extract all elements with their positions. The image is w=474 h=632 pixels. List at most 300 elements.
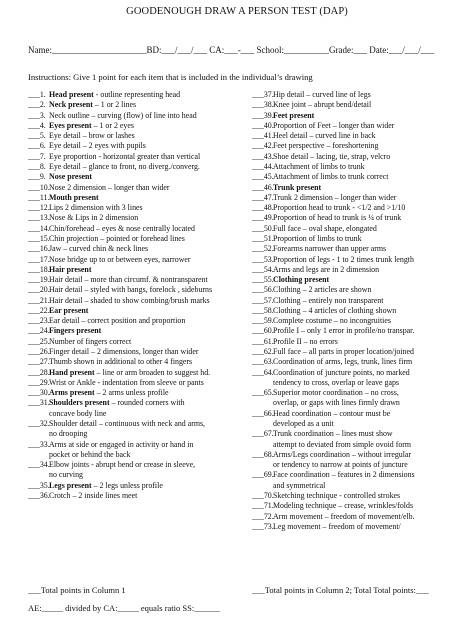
score-blank: ___48. xyxy=(252,203,274,213)
score-blank: ___11. xyxy=(28,192,50,202)
score-blank xyxy=(252,398,273,408)
item-text xyxy=(49,326,243,336)
item-text xyxy=(273,306,470,316)
item-text xyxy=(49,141,243,151)
item-description: Hip detail – curved line of legs xyxy=(273,90,371,99)
item-description: Thumb shown in additional to other 4 fingers xyxy=(49,357,193,367)
item-text xyxy=(49,244,243,254)
item-text xyxy=(49,316,243,326)
checklist-item xyxy=(28,90,243,100)
checklist-item xyxy=(28,285,243,295)
item-description: Proportion of head to trunk is ¼ of trunk xyxy=(273,213,402,223)
checklist-item xyxy=(252,337,470,347)
item-text xyxy=(49,285,243,295)
checklist-item xyxy=(252,409,470,419)
checklist-item xyxy=(28,193,243,203)
item-text xyxy=(273,244,470,254)
item-description: tendency to cross, overlap or leave gaps xyxy=(273,377,399,387)
score-blank: ___28. xyxy=(28,367,50,377)
item-description: Shoe detail – lacing, tie, strap, velcro xyxy=(273,151,391,161)
checklist-item-continuation xyxy=(252,440,470,450)
item-description: Leg movement – freedom of movement/ xyxy=(273,521,401,531)
score-blank xyxy=(28,450,49,460)
item-text xyxy=(273,378,470,388)
checklist-item xyxy=(252,121,470,131)
score-blank: ___23. xyxy=(28,316,50,326)
item-text xyxy=(49,152,243,162)
checklist-item xyxy=(252,512,470,522)
score-blank: ___14. xyxy=(28,223,50,233)
item-text xyxy=(273,419,470,429)
score-blank: ___6. xyxy=(28,141,46,151)
checklist-item xyxy=(28,388,243,398)
checklist-item xyxy=(28,121,243,131)
item-description: Attachment of limbs to trunk xyxy=(273,161,365,171)
item-description: Arms/Legs coordination – without irregular xyxy=(273,449,412,459)
item-description: no drooping xyxy=(49,429,88,439)
item-description: Hair detail – styled with bangs, forelock , sideburns xyxy=(49,285,213,295)
item-text xyxy=(273,183,470,193)
score-blank: ___71. xyxy=(252,501,274,511)
item-text xyxy=(49,111,243,121)
item-description: Sketching technique - controlled strokes xyxy=(273,490,401,500)
checklist-item xyxy=(252,306,470,316)
item-description: developed as a unit xyxy=(273,419,334,428)
item-text xyxy=(273,522,470,532)
checklist-item xyxy=(252,152,470,162)
checklist-item xyxy=(252,388,470,398)
checklist-item xyxy=(28,296,243,306)
score-blank: ___53. xyxy=(252,254,274,264)
checklist-item xyxy=(252,357,470,367)
item-text xyxy=(49,491,243,501)
score-blank: ___55. xyxy=(252,275,274,285)
item-description: – 1 or 2 eyes xyxy=(91,120,134,130)
score-blank: ___24. xyxy=(28,326,50,336)
score-blank: ___39. xyxy=(252,110,274,120)
item-description: Elbow joints - abrupt bend or crease in sleeve, xyxy=(49,460,196,470)
item-description: Wrist or Ankle - indentation from sleeve or pants xyxy=(49,377,204,387)
item-description: Feet perspective – foreshortening xyxy=(273,141,379,151)
item-text xyxy=(273,398,470,408)
checklist-item-continuation xyxy=(28,429,243,439)
item-text xyxy=(273,224,470,234)
item-text xyxy=(273,255,470,265)
item-description: Complete costume – no incongruities xyxy=(273,316,391,326)
item-text xyxy=(49,255,243,265)
item-description: concave body line xyxy=(49,408,107,418)
checklist-item xyxy=(252,491,470,501)
score-blank xyxy=(28,409,49,419)
checklist-item xyxy=(252,111,470,121)
item-text xyxy=(49,450,243,460)
checklist-item-continuation xyxy=(252,481,470,491)
item-text xyxy=(49,234,243,244)
checklist-item xyxy=(28,275,243,285)
item-text xyxy=(273,450,470,460)
score-blank: ___32. xyxy=(28,419,50,428)
checklist-item xyxy=(252,244,470,254)
item-text xyxy=(49,357,243,367)
item-text xyxy=(273,357,470,367)
item-text xyxy=(273,337,470,347)
item-key-term: Shoulders present xyxy=(49,398,110,408)
item-description: Hair detail – shaded to show combing/brush marks xyxy=(49,295,210,305)
item-key-term: Nose present xyxy=(49,172,93,182)
item-description: Forearms narrower than upper arms xyxy=(273,244,387,254)
item-text xyxy=(273,111,470,121)
checklist-item xyxy=(28,213,243,223)
item-text xyxy=(49,100,243,110)
item-description: – 1 or 2 lines xyxy=(92,100,137,110)
item-text xyxy=(273,501,470,511)
score-blank: ___72. xyxy=(252,511,274,521)
item-description: Finger detail – 2 dimensions, longer than wider xyxy=(49,347,199,357)
item-description: Proportion head to trunk - <1/2 and >1/10 xyxy=(273,203,406,213)
score-blank xyxy=(252,419,273,429)
item-text xyxy=(49,121,243,131)
item-key-term: Legs present xyxy=(49,480,92,490)
item-description: Jaw – curved chin & neck lines xyxy=(49,244,149,254)
item-text xyxy=(273,491,470,501)
item-description: Clothing – 2 articles are shown xyxy=(273,285,372,295)
item-text xyxy=(273,409,470,419)
item-description: Clothing – entirely non transparent xyxy=(273,295,384,305)
checklist-item-continuation xyxy=(252,419,470,429)
checklist-item xyxy=(28,255,243,265)
item-description: Heel detail – curved line in back xyxy=(273,131,376,141)
checklist-item xyxy=(252,265,470,275)
item-text xyxy=(49,203,243,213)
score-blank xyxy=(28,470,49,480)
checklist-item xyxy=(28,378,243,388)
item-description: Nose bridge up to or between eyes, narrower xyxy=(49,254,191,264)
checklist-item xyxy=(28,100,243,110)
score-blank: ___4. xyxy=(28,120,46,130)
checklist-item-continuation xyxy=(252,378,470,388)
item-description: Profile II – no errors xyxy=(273,336,338,346)
score-blank: ___34. xyxy=(28,460,50,470)
item-description: – rounded corners with xyxy=(109,398,185,408)
score-blank: ___69. xyxy=(252,470,274,480)
item-text xyxy=(273,429,470,439)
checklist-item xyxy=(252,368,470,378)
item-description: Proportion of Feet – longer than wider xyxy=(273,120,395,130)
score-blank: ___49. xyxy=(252,213,274,223)
item-text xyxy=(273,152,470,162)
score-blank: ___37. xyxy=(252,90,274,99)
item-key-term: Ear present xyxy=(49,305,89,315)
score-blank: ___50. xyxy=(252,223,274,233)
item-text xyxy=(49,183,243,193)
item-description: Full face – all parts in proper location/joined xyxy=(273,347,414,357)
score-blank: ___27. xyxy=(28,357,50,367)
score-blank: ___59. xyxy=(252,316,274,326)
item-description: Clothing – 4 articles of clothing shown xyxy=(273,305,397,315)
item-text xyxy=(49,429,243,439)
item-text xyxy=(273,316,470,326)
score-blank: ___52. xyxy=(252,244,274,254)
item-key-term: Fingers present xyxy=(49,326,102,336)
score-blank: ___17. xyxy=(28,254,50,264)
score-blank: ___60. xyxy=(252,326,274,336)
item-description: and symmetrical xyxy=(273,480,326,490)
item-description: Proportion of limbs to trunk xyxy=(273,233,362,243)
score-blank: ___5. xyxy=(28,131,46,141)
item-description: Trunk coordination – lines must show xyxy=(273,429,393,439)
score-blank: ___10. xyxy=(28,182,50,192)
score-blank: ___13. xyxy=(28,213,50,223)
score-blank: ___12. xyxy=(28,203,50,213)
item-text xyxy=(49,368,243,378)
score-blank: ___22. xyxy=(28,305,50,315)
item-text xyxy=(273,121,470,131)
score-blank: ___68. xyxy=(252,449,274,459)
checklist-item-continuation xyxy=(28,409,243,419)
checklist-item xyxy=(28,141,243,151)
score-blank xyxy=(252,378,273,388)
total-column-2: ___Total points in Column 2; Total Total points:___ xyxy=(252,585,429,595)
score-blank: ___26. xyxy=(28,347,50,357)
checklist-item-continuation xyxy=(28,470,243,480)
item-description: Eye detail – 2 eyes with pupils xyxy=(49,141,146,151)
item-key-term: Hand present xyxy=(49,367,95,377)
items-column-1 xyxy=(28,90,243,501)
score-blank: ___25. xyxy=(28,336,50,346)
item-text xyxy=(49,409,243,419)
checklist-item xyxy=(28,265,243,275)
checklist-item xyxy=(252,470,470,480)
item-text xyxy=(273,512,470,522)
checklist-item xyxy=(252,347,470,357)
checklist-item xyxy=(28,440,243,450)
item-text xyxy=(273,141,470,151)
score-blank: ___31. xyxy=(28,398,50,408)
checklist-item xyxy=(28,162,243,172)
header-fields-line: Name:_____________________BD:___/___/___ CA:___-___ School:__________Grade:___ Date:___/___/___ xyxy=(28,45,435,55)
score-blank: ___58. xyxy=(252,305,274,315)
item-text xyxy=(273,213,470,223)
item-text xyxy=(49,275,243,285)
item-text xyxy=(273,347,470,357)
item-description: – line or arm broaden to suggest hd. xyxy=(94,367,211,377)
item-description: - outline representing head xyxy=(93,90,181,99)
score-blank: ___16. xyxy=(28,244,50,254)
item-description: or tendency to narrow at points of juncture xyxy=(273,460,408,470)
item-text xyxy=(273,90,470,100)
item-description: Knee joint – abrupt bend/detail xyxy=(273,100,372,110)
checklist-item xyxy=(28,460,243,470)
checklist-item xyxy=(252,450,470,460)
score-blank: ___42. xyxy=(252,141,274,151)
score-blank: ___51. xyxy=(252,233,274,243)
item-description: Neck outline – curving (flow) of line into head xyxy=(49,110,197,120)
item-description: Shoulder detail – continuous with neck and arms, xyxy=(49,419,206,428)
item-key-term: Feet present xyxy=(273,110,315,120)
checklist-item xyxy=(252,162,470,172)
item-description: Superior motor coordination – no cross, xyxy=(273,388,399,398)
item-text xyxy=(49,265,243,275)
score-blank: ___54. xyxy=(252,264,274,274)
checklist-item xyxy=(28,234,243,244)
checklist-item xyxy=(28,357,243,367)
score-blank: ___35. xyxy=(28,480,50,490)
score-blank: ___64. xyxy=(252,367,274,377)
score-blank: ___1. xyxy=(28,90,46,99)
score-blank: ___2. xyxy=(28,100,46,110)
item-description: Number of fingers correct xyxy=(49,336,132,346)
form-title: GOODENOUGH DRAW A PERSON TEST (DAP) xyxy=(126,6,348,17)
checklist-item xyxy=(252,213,470,223)
item-key-term: Eyes present xyxy=(49,120,92,130)
score-blank xyxy=(252,481,273,491)
checklist-item xyxy=(252,326,470,336)
checklist-item xyxy=(28,172,243,182)
item-description: Crotch – 2 inside lines meet xyxy=(49,490,138,500)
item-text xyxy=(49,440,243,450)
item-text xyxy=(49,162,243,172)
checklist-item xyxy=(252,275,470,285)
checklist-item xyxy=(28,347,243,357)
item-description: Profile I – only 1 error in profile/no transpar. xyxy=(273,326,415,336)
item-description: Arms at side or engaged in activity or hand in xyxy=(49,439,194,449)
item-text xyxy=(273,388,470,398)
item-text xyxy=(273,481,470,491)
checklist-item xyxy=(28,111,243,121)
checklist-item xyxy=(28,326,243,336)
score-blank: ___38. xyxy=(252,100,274,110)
item-key-term: Head present xyxy=(49,90,94,99)
item-text xyxy=(273,440,470,450)
item-description: Trunk 2 dimension – longer than wider xyxy=(273,192,397,202)
item-text xyxy=(273,131,470,141)
item-text xyxy=(49,224,243,234)
item-description: Eye detail – glance to front, no diverg./converg. xyxy=(49,161,200,171)
item-description: Modeling technique – crease, wrinkles/folds xyxy=(273,501,414,511)
checklist-item xyxy=(252,172,470,182)
checklist-item xyxy=(28,491,243,501)
score-blank: ___19. xyxy=(28,275,50,285)
checklist-item-continuation xyxy=(28,450,243,460)
total-column-1: ___Total points in Column 1 xyxy=(28,585,126,595)
item-description: Chin/forehead – eyes & nose centrally located xyxy=(49,223,195,233)
score-blank: ___43. xyxy=(252,151,274,161)
score-blank: ___41. xyxy=(252,131,274,141)
item-text xyxy=(49,347,243,357)
item-description: Nose 2 dimension – longer than wider xyxy=(49,182,170,192)
checklist-item xyxy=(28,131,243,141)
score-blank: ___8. xyxy=(28,161,46,171)
score-blank: ___65. xyxy=(252,388,274,398)
item-text xyxy=(273,100,470,110)
item-text xyxy=(49,131,243,141)
item-text xyxy=(273,296,470,306)
item-text xyxy=(273,285,470,295)
checklist-item xyxy=(252,316,470,326)
score-blank: ___56. xyxy=(252,285,274,295)
item-description: Ear detail – correct position and proportion xyxy=(49,316,186,326)
item-text xyxy=(49,90,243,100)
score-blank: ___45. xyxy=(252,172,274,182)
checklist-item xyxy=(252,296,470,306)
score-blank: ___73. xyxy=(252,521,274,531)
item-description: Proportion of legs - 1 to 2 times trunk length xyxy=(273,254,414,264)
score-blank: ___3. xyxy=(28,110,46,120)
item-text xyxy=(273,193,470,203)
checklist-item xyxy=(28,306,243,316)
checklist-item xyxy=(252,429,470,439)
item-text xyxy=(49,213,243,223)
score-blank: ___15. xyxy=(28,233,50,243)
checklist-item xyxy=(252,193,470,203)
item-description: Eye detail – brow or lashes xyxy=(49,131,135,141)
score-blank: ___18. xyxy=(28,264,50,274)
item-text xyxy=(273,470,470,480)
item-key-term: Hair present xyxy=(49,264,92,274)
item-text xyxy=(49,306,243,316)
score-blank: ___66. xyxy=(252,408,274,418)
score-blank: ___21. xyxy=(28,295,50,305)
item-description: no curving xyxy=(49,470,83,480)
checklist-item xyxy=(252,501,470,511)
score-blank: ___30. xyxy=(28,388,50,398)
score-blank xyxy=(252,460,273,470)
item-text xyxy=(273,234,470,244)
item-text xyxy=(49,388,243,398)
item-description: Lips 2 dimension with 3 lines xyxy=(49,203,143,213)
checklist-item xyxy=(252,203,470,213)
checklist-item xyxy=(28,368,243,378)
item-key-term: Neck present xyxy=(49,100,93,110)
checklist-item xyxy=(28,224,243,234)
item-text xyxy=(49,172,243,182)
score-blank: ___67. xyxy=(252,429,274,439)
checklist-item xyxy=(28,419,243,429)
score-blank: ___44. xyxy=(252,161,274,171)
item-description: – 2 arms unless profile xyxy=(94,388,169,398)
checklist-item xyxy=(252,90,470,100)
score-blank: ___29. xyxy=(28,377,50,387)
checklist-item xyxy=(28,316,243,326)
item-text xyxy=(49,193,243,203)
checklist-item xyxy=(28,203,243,213)
item-description: – 2 legs unless profile xyxy=(91,480,163,490)
item-text xyxy=(49,337,243,347)
checklist-item xyxy=(252,224,470,234)
item-description: Arm movement – freedom of movement/elb. xyxy=(273,511,415,521)
checklist-item xyxy=(252,522,470,532)
score-blank: ___47. xyxy=(252,192,274,202)
item-text xyxy=(273,203,470,213)
score-blank: ___63. xyxy=(252,357,274,367)
score-blank xyxy=(252,440,273,450)
checklist-item xyxy=(252,131,470,141)
item-description: Hair detail – more than circumf. & nontransparent xyxy=(49,275,208,285)
item-key-term: Clothing present xyxy=(273,275,330,285)
item-description: overlap, or gaps with lines firmly drawn xyxy=(273,398,400,408)
score-blank: ___61. xyxy=(252,336,274,346)
item-description: Eye proportion - horizontal greater than vertical xyxy=(49,151,201,161)
item-text xyxy=(273,265,470,275)
item-text xyxy=(49,398,243,408)
item-description: Head coordination – contour must be xyxy=(273,408,391,418)
checklist-item xyxy=(28,481,243,491)
item-description: Full face – oval shape, elongated xyxy=(273,223,377,233)
item-description: Nose & Lips in 2 dimension xyxy=(49,213,139,223)
score-blank: ___9. xyxy=(28,172,46,182)
checklist-item-continuation xyxy=(252,398,470,408)
item-text xyxy=(273,460,470,470)
